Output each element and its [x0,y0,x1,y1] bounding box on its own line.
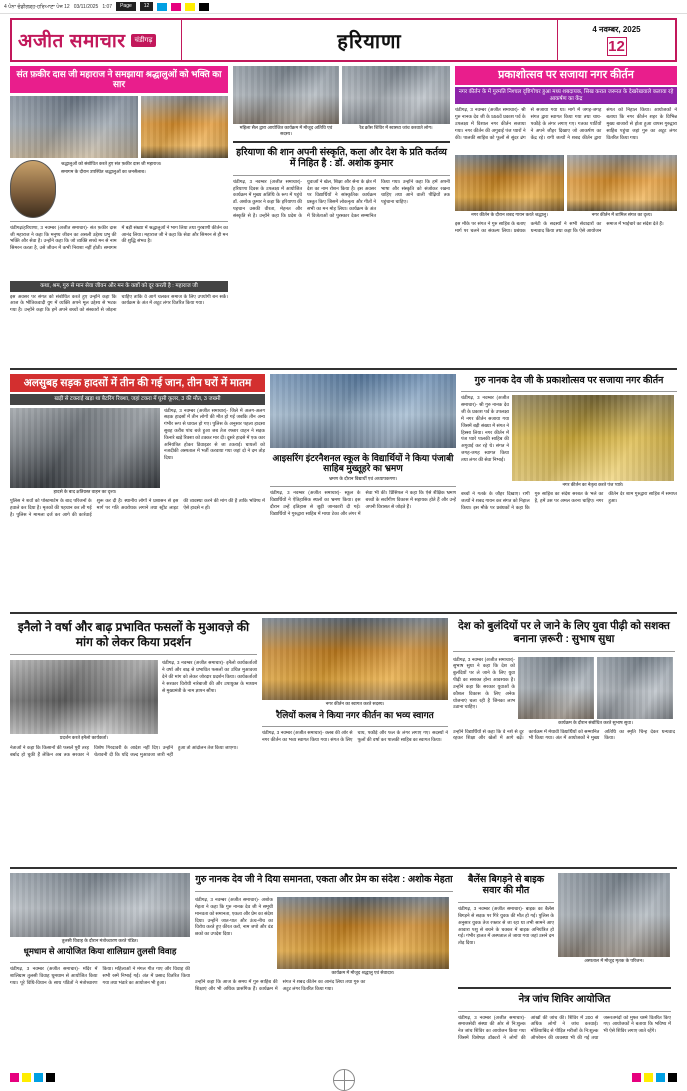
color-swatch-cyan [157,3,167,11]
a10-body-main: उन्होंने कहा कि आज के समय में गुरु साहिब की शिक्षाएं और भी अधिक प्रासंगिक हैं। कार्यक्रम में संगत ने शबद कीर्तन का आनंद लिया तथा गुरु का अटूट लंगर वितरित किया गया। [195,979,366,991]
print-chip-page: Page [116,2,136,11]
color-swatch-yellow [185,3,195,11]
a6-caption: नगर कीर्तन का नेतृत्व करते पंज प्यारे। [562,482,624,488]
a7-body-side: चंडीगढ़, 3 नवम्बर (अजीत समाचार)- इनैलो कार्यकर्ताओं ने वर्षा और बाढ़ से प्रभावित फसलों का उचित मुआवजा देने की मांग को लेकर जोरदार प्रदर्शन किया। कार्यकर्ताओं ने सरकार विरोधी नारेबाजी की और उपायुक्त के माध्यम से मुख्यमंत्री के नाम ज्ञापन सौंपा। [162,660,257,693]
state-title: हरियाणा [337,30,402,53]
a1-body-2: इस अवसर पर संगत को संबोधित करते हुए उन्होंने कहा कि आज के भौतिकवादी युग में व्यक्ति अपने मूल उद्देश्य से भटक गया है। उन्होंने कहा कि हमें अपने बच्चों को संस्कारों से जोड़ना चाहिए ताकि वे आगे चलकर समाज के लिए उपयोगी बन सकें। कार्यक्रम के अंत में अटूट लंगर वितरित किया गया। [10,293,228,313]
a11-headline: बैलेंस बिगड़ने से बाइक सवार की मौत [467,874,545,897]
a3-subheadline: नगर कीर्तन के में गुरमति निश्चल दृष्टिगोचर हुआ मध्य शबदायक, सिख करात जरूरत के देखरेखवाले कलावा रहे आकर्षण का केंद्र [455,87,677,105]
a7-body-main: नेताओं ने कहा कि किसानों की फसलें पूरी तरह बर्बाद हो चुकी हैं लेकिन अब तक सरकार ने विशेष गिरदावरी के आदेश नहीं दिए। उन्होंने चेतावनी दी कि यदि जल्द मुआवजा जारी नहीं हुआ तो आंदोलन तेज किया जाएगा। [10,745,238,758]
a4-headline: अलसुबह सड़क हादसों में तीन की गई जान, तीन घरों में मातम [10,374,265,392]
color-swatch-magenta [171,3,181,11]
a1-photo-main [10,96,138,158]
a10-headline: गुरु नानक देव जी ने दिया समानता, एकता और प्रेम का संदेश : अशोक मेहता [195,874,453,886]
a13-headline: नेत्र जांच शिविर आयोजित [518,994,611,1006]
a12-photo [10,873,190,937]
a2-body: चंडीगढ़, 3 नवम्बर (अजीत समाचार)- हरियाणा दिवस के उपलक्ष्य में आयोजित कार्यक्रम में मुख्य अतिथि के रूप में पहुंचे डॉ. अशोक कुमार ने कहा कि हरियाणा की पहचान उसकी वीरता, मेहनत और संस्कृति से है। उन्होंने कहा कि प्रदेश के युवाओं ने खेल, शिक्षा और सेना के क्षेत्र में देश का नाम रोशन किया है। इस अवसर पर विद्यार्थियों ने सांस्कृतिक कार्यक्रम प्रस्तुत किए जिसमें लोकनृत्य और गीतों ने सभी का मन मोह लिया। कार्यक्रम के अंत में विजेताओं को पुरस्कार देकर सम्मानित किया गया। उन्होंने कहा कि हमें अपनी भाषा और संस्कृति को संजोकर रखना चाहिए तथा आने वाली पीढ़ियों तक पहुंचाना चाहिए। [233,178,450,218]
article-tulsi-vivah [10,873,190,1090]
a3-body-rest: इस मौके पर संगत ने गुरु साहिब के बताए मार्ग पर चलने का संकल्प लिया। प्रबंधक कमेटी के सदस्यों ने सभी सेवादारों का धन्यवाद किया तथा कहा कि ऐसे आयोजन समाज में भाईचारे का संदेश देते हैं। [455,221,664,234]
a11-caption: अस्पताल में मौजूद मृतक के परिजन। [584,958,644,964]
a5-body: चंडीगढ़, 3 नवम्बर (अजीत समाचार)- स्कूल के विद्यार्थियों ने ऐतिहासिक स्थलों का भ्रमण किया। इस दौरान उन्हें इतिहास से जुड़ी जानकारी दी गई। विद्यार्थियों ने गुरुद्वारा साहिब में माथा टेका और लंगर में सेवा भी की। प्रिंसिपल ने कहा कि ऐसे शैक्षिक भ्रमण बच्चों के सर्वांगीण विकास में सहायक होते हैं और उन्हें अपनी विरासत से जोड़ते हैं। [270,490,456,516]
a6-photo [512,395,674,481]
a1-caption-2: समागम के दौरान उपस्थित श्रद्धालुओं का जनसैलाब। [61,168,146,174]
article-school-trip [270,374,456,609]
masthead [10,18,677,62]
print-date: 03/11/2025 [73,3,99,10]
a10-caption: कार्यक्रम में मौजूद श्रद्धालु एवं सेवादार। [331,970,395,976]
masthead-center [182,20,557,60]
a2-caption-2: रैड क्रॉस शिविर में स्वास्थ्य जांच करवाते लोग। [359,125,433,130]
masthead-left [12,20,182,60]
a2-caption-1: महिला सैल द्वारा आयोजित कार्यक्रम में मौजूद अतिथि एवं सदस्य। [239,125,333,136]
a11-body: चंडीगढ़, 3 नवम्बर (अजीत समाचार)- बाइक का बैलेंस बिगड़ने से सड़क पर गिरे युवक की मौत हो गई। पुलिस के अनुसार युवक तेज रफ्तार से जा रहा था तभी सामने आए आवारा पशु से बचने के चक्कर में बाइक अनियंत्रित हो गई। गंभीर हालत में अस्पताल ले जाया गया जहां उसने दम तोड़ दिया। [458,906,554,946]
print-info-bar [0,0,687,14]
a5-headline: आइसरिंग इंटरनैशनल स्कूल के विद्यार्थियों ने किया पंजाबी साहिब मुख्तूहरे का भ्रमण [272,452,454,473]
footer-dot-cyan [34,1073,43,1082]
a9-caption: नगर कीर्तन का स्वागत करते सदस्य। [325,701,385,707]
article-saint-fakir-das [10,66,228,364]
a2-photo-2 [342,66,450,124]
a10-body-left: चंडीगढ़, 3 नवम्बर (अजीत समाचार)- अशोक मेहता ने कहा कि गुरु नानक देव जी ने समूची मानवता को समानता, एकता और प्रेम का संदेश दिया। उन्होंने जात-पात और ऊंच-नीच का विरोध करते हुए कीरत करो, नाम जपो और वंड छको का उपदेश दिया। [195,897,273,937]
masthead-right [557,20,675,60]
a11-photo [558,873,670,957]
a8-body-left: चंडीगढ़, 3 नवम्बर (अजीत समाचार)- सुभाष सुधा ने कहा कि देश को बुलंदियों पर ले जाने के लिए युवा पीढ़ी का सशक्त होना आवश्यक है। उन्होंने कहा कि सरकार युवाओं के कौशल विकास के लिए अनेक योजनाएं चला रही है जिनका लाभ उठाना चाहिए। [453,656,515,710]
a8-headline: देश को बुलंदियों पर ले जाने के लिए युवा पीढ़ी को सशक्त बनाना ज़रूरी : सुभाष सुधा [458,620,670,646]
column-right-bottom [458,873,671,1090]
a4-photo-1 [10,408,160,488]
a1-body-1: चंडीगढ़/हरियाणा, 3 नवम्बर (अजीत समाचार)- संत फ़कीर दास जी महाराज ने कहा कि मनुष्य जीवन का असली उद्देश्य प्रभु की भक्ति और सेवा है। उन्होंने कहा कि जो व्यक्ति सच्चे मन से नाम सिमरन करता है, उसे जीवन में कभी निराशा नहीं होती। समागम में बड़ी संख्या में श्रद्धालुओं ने भाग लिया तथा गुरबाणी कीर्तन का आनंद लिया। महाराज जी ने कहा कि सेवा और सिमरन से ही मन की शुद्धि संभव है। [10,224,228,251]
footer-dot-black-2 [668,1073,677,1082]
a2-photo-1 [233,66,339,124]
a4-body-side: चंडीगढ़, 3 नवम्बर (अजीत समाचार)- जिले में अलग-अलग सड़क हादसों में तीन लोगों की मौत हो गई जबकि तीन अन्य गंभीर रूप से घायल हो गए। पुलिस के अनुसार पहला हादसा सुबह करीब पांच बजे हुआ जब तेज रफ्तार वाहन ने सड़क किनारे खड़े रिक्शा को टक्कर मार दी। दूसरे हादसे में एक कार अनियंत्रित होकर डिवाइडर से जा टकराई। घायलों को नजदीकी अस्पताल में भर्ती करवाया गया जहां दो ने दम तोड़ दिया। [164,407,265,461]
article-nagar-kirtan-main [455,66,677,364]
a1-caption-1: श्रद्धालुओं को संबोधित करते हुए संत फ़कीर दास जी महाराज। [61,160,162,166]
a13-body: चंडीगढ़, 3 नवम्बर (अजीत समाचार)- समाजसेवी संस्था की ओर से नि:शुल्क नेत्र जांच शिविर का आयोजन किया गया जिसमें विशेषज्ञ डॉक्टरों ने लोगों की आंखों की जांच की। शिविर में 200 से अधिक लोगों ने जांच करवाई। मोतियाबिंद से पीड़ित मरीजों के नि:शुल्क ऑपरेशन की व्यवस्था भी की गई तथा जरूरतमंदों को मुफ्त चश्मे वितरित किए गए। आयोजकों ने बताया कि भविष्य में भी ऐसे शिविर लगाए जाते रहेंगे। [458,1014,671,1040]
article-subhash-sudha [453,618,675,863]
article-haryana-pride [233,66,450,364]
newspaper-title: अजीत समाचार [18,31,126,52]
a3-body-lead: चंडीगढ़, 3 नवम्बर (अजीत समाचार)- श्री गुरु नानक देव जी के 556वें प्रकाश पर्व के उपलक्ष्य में विशाल नगर कीर्तन सजाया गया। नगर कीर्तन की अगुवाई पंज प्यारों ने की। पालकी साहिब को फूलों से सुंदर ढंग से सजाया गया था। मार्ग में जगह-जगह संगत द्वारा स्वागत किया गया तथा चाय-पकौड़े के लंगर लगाए गए। गतका पार्टियों ने अपने जौहर दिखाए जो आकर्षण का केंद्र रहे। रागी जत्थों ने शबद कीर्तन द्वारा संगत को निहाल किया। आयोजकों ने बताया कि नगर कीर्तन शहर के विभिन्न मुख्य बाजारों से होता हुआ वापस गुरुद्वारा साहिब पहुंचा जहां गुरु का अटूट लंगर वितरित किया गया। [455,107,677,140]
a1-photo-secondary [141,96,228,158]
a9-photo [262,618,448,700]
a6-body-left: चंडीगढ़, 3 नवम्बर (अजीत समाचार)- श्री गुरु नानक देव जी के प्रकाश पर्व के उपलक्ष्य में नगर कीर्तन सजाया गया जिसमें बड़ी संख्या में संगत ने हिस्सा लिया। नगर कीर्तन में पंज प्यारे पालकी साहिब की अगुवाई कर रहे थे। संगत ने जगह-जगह स्वागत किया तथा लंगर की सेवा निभाई। [461,395,509,462]
footer-dot-yellow [22,1073,31,1082]
print-chip-number: 12 [140,2,154,11]
footer-dot-magenta [10,1073,19,1082]
article-inld-protest [10,618,257,863]
article-club-welcome [262,618,448,863]
a1-headline: संत फ़कीर दास जी महाराज ने समझाया श्रद्धालुओं को भक्ति का सार [10,66,228,93]
page-content [10,66,677,1091]
a3-caption-1: नगर कीर्तन के दौरान शबद गायन करते श्रद्धालु। [471,212,548,218]
print-left-text: 4 ਪੰਨਾ ਚੰਡੀਗੜ੍ਹ-ਹਰਿਆਣਾ ਪੇਜ 12 [4,3,70,10]
a6-headline: गुरु नानक देव जी के प्रकाशोत्सव पर सजाया नगर कीर्तन [474,374,664,386]
a2-headline: हरियाणा की शान अपनी संस्कृति, कला और देश के प्रति कर्तव्य में निहित है : डॉ. अशोक कुमार [236,146,447,169]
a8-photo-1 [518,657,594,719]
a7-headline: इनैलो ने वर्षा और बाढ़ प्रभावित फसलों के मुआवज़े की मांग को लेकर किया प्रदर्शन [17,620,250,649]
registration-mark [333,1069,355,1091]
a8-photo-2 [597,657,673,719]
a4-subheadline: खड़ी से टकराई खड़ा था बैटरिंग रिक्शा, जहां टकरा में घुसी कूलर, 3 की मौत, 3 जख्मी [10,394,265,405]
tier-3 [10,618,677,863]
article-bike-death [458,873,671,984]
a5-photo [270,374,456,448]
a5-caption: भ्रमण के दौरान विद्यार्थी एवं अध्यापकगण। [328,476,398,482]
a1-portrait [10,160,56,218]
a4-body-main: पुलिस ने शवों को पोस्टमार्टम के बाद परिजनों के हवाले कर दिया है। मृतकों की पहचान कर ली गई है। पुलिस ने मामला दर्ज कर आगे की कार्रवाई शुरू कर दी है। स्थानीय लोगों ने प्रशासन से इस मार्ग पर गति अवरोधक लगाने तथा स्ट्रीट लाइट की व्यवस्था करने की मांग की है ताकि भविष्य में ऐसे हादसे न हों। [10,498,265,518]
a3-photo-1 [455,155,564,211]
a8-caption-1: कार्यक्रम के दौरान संबोधित करते सुभाष सुधा। [558,719,633,725]
a10-photo [277,897,449,969]
tier-2 [10,374,677,609]
footer-dot-magenta-2 [632,1073,641,1082]
a3-photo-2 [567,155,677,211]
color-swatch-black [199,3,209,11]
article-nagar-kirtan-second [461,374,677,609]
a4-caption-1: हादसे के बाद क्षतिग्रस्त वाहन का दृश्य। [53,488,117,494]
a12-caption: तुलसी विवाह के दौरान मंत्रोच्चारण करते पंडित। [61,938,139,944]
a12-headline: धूमधाम से आयोजित किया शालिग्राम तुलसी विवाह [23,946,177,957]
tier-1 [10,66,677,364]
edition-badge: चंडीगढ़ [131,34,157,47]
print-time: 1:07 [102,3,113,10]
page-number: 12 [608,38,625,55]
a3-caption-2: नगर कीर्तन में शामिल संगत का दृश्य। [591,212,653,218]
a12-body: चंडीगढ़, 3 नवम्बर (अजीत समाचार)- मंदिर में शालिग्राम तुलसी विवाह धूमधाम से आयोजित किया गया। पूरे विधि-विधान के साथ पंडितों ने मंत्रोच्चारण किया। महिलाओं ने मंगल गीत गाए और विवाह की सभी रस्में निभाई गईं। अंत में प्रसाद वितरित किया गया तथा भंडारे का आयोजन भी हुआ। [10,965,190,985]
a9-headline: रैलियों कलब ने किया नगर कीर्तन का भव्य स्वागत [276,710,434,721]
issue-date: 4 नवम्बर, 2025 [592,25,641,34]
footer-dot-black [46,1073,55,1082]
a7-photo [10,660,158,734]
a3-headline: प्रकाशोत्सव पर सजाया नगर कीर्तन [455,66,677,85]
a7-caption: प्रदर्शन करते इनैलो कार्यकर्ता। [59,735,109,741]
tier-4 [10,873,677,1090]
article-road-accidents [10,374,265,609]
footer-dot-yellow-2 [644,1073,653,1082]
a1-subheadline: कथा, श्रम, गुरु से मान सेवा जीवन और मन के कष्टों को दूर करती है : महाराज जी [10,281,228,292]
article-ashok-mehta [195,873,453,1090]
a8-body-main: उन्होंने विद्यार्थियों से कहा कि वे नशे से दूर रहकर शिक्षा और खेलों में आगे बढ़ें। कार्यक्रम में मेधावी विद्यार्थियों को सम्मानित भी किया गया। अंत में आयोजकों ने मुख्य अतिथि का स्मृति चिन्ह देकर धन्यवाद किया। [453,728,675,741]
a9-body: चंडीगढ़, 3 नवम्बर (अजीत समाचार)- क्लब की ओर से नगर कीर्तन का भव्य स्वागत किया गया। संगत के लिए चाय, पकौड़े और फल के लंगर लगाए गए। सदस्यों ने फूलों की वर्षा कर पालकी साहिब का स्वागत किया। [262,729,448,742]
footer-dot-cyan-2 [656,1073,665,1082]
a6-body-rest: बच्चों ने गतके के जौहर दिखाए। रागी जत्थों ने शबद गायन कर संगत को निहाल किया। इस मौके पर प्रबंधकों ने कहा कि गुरु साहिब का संदेश सरबत के भले का है, हमें उस पर अमल करना चाहिए। नगर कीर्तन देर शाम गुरुद्वारा साहिब में समाप्त हुआ। [461,491,677,511]
